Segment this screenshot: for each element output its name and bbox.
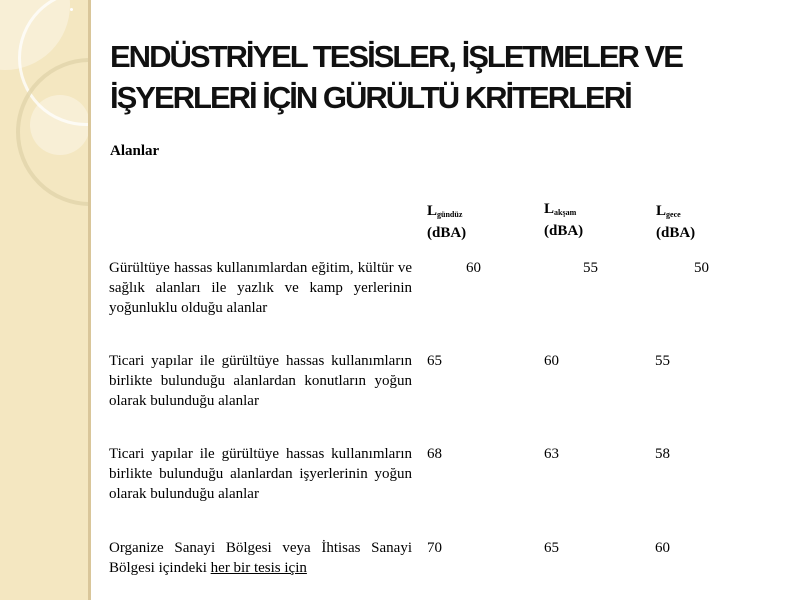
table-cell-day: 60: [466, 260, 481, 276]
table-cell-evening: 65: [544, 540, 559, 556]
table-row-area: Ticari yapılar ile gürültüye hassas kullanımların birlikte bulunduğu alanlardan konutların yoğun olarak bulunduğu alanlar: [109, 353, 412, 409]
column-header-evening: $L_{akşam}$ (dBA): [544, 201, 584, 239]
table-cell-night: 60: [655, 540, 670, 556]
decorative-sidebar: [0, 0, 88, 600]
table-cell-evening: 63: [544, 446, 559, 462]
slide-title-line-1: ENDÜSTRİYEL TESİSLER, İŞLETMELER VE: [110, 39, 682, 74]
decorative-circle: [30, 95, 88, 155]
table-row-area: Organize Sanayi Bölgesi veya İhtisas Sanayi Bölgesi içindeki her bir tesis için: [109, 540, 412, 576]
sidebar-divider: [88, 0, 91, 600]
underlined-emphasis: her bir tesis için: [210, 560, 307, 576]
slide-title: [110, 36, 770, 118]
slide-title-line-2: İŞYERLERİ İÇİN GÜRÜLTÜ KRİTERLERİ: [110, 80, 631, 115]
table-row-area: Ticari yapılar ile gürültüye hassas kullanımların birlikte bulunduğu alanlardan işyerlerinin yoğun olarak bulunduğu alanlar: [109, 446, 412, 502]
table-cell-day: 70: [427, 540, 442, 556]
table-cell-evening: 55: [583, 260, 598, 276]
table-cell-night: 55: [655, 353, 670, 369]
column-header-night: $L_{gece}$ (dBA): [656, 203, 696, 241]
table-row-area: Gürültüye hassas kullanımlardan eğitim, kültür ve sağlık alanları ile yazlık ve kamp yerlerinin yoğunluklu olduğu alanlar: [109, 260, 412, 316]
table-cell-night: 58: [655, 446, 670, 462]
table-cell-day: 65: [427, 353, 442, 369]
areas-column-header: Alanlar: [110, 143, 160, 159]
column-header-day: $L_{gündüz}$ (dBA): [427, 203, 467, 241]
decorative-dot: [70, 8, 73, 11]
table-cell-evening: 60: [544, 353, 559, 369]
table-cell-night: 50: [694, 260, 709, 276]
table-cell-day: 68: [427, 446, 442, 462]
